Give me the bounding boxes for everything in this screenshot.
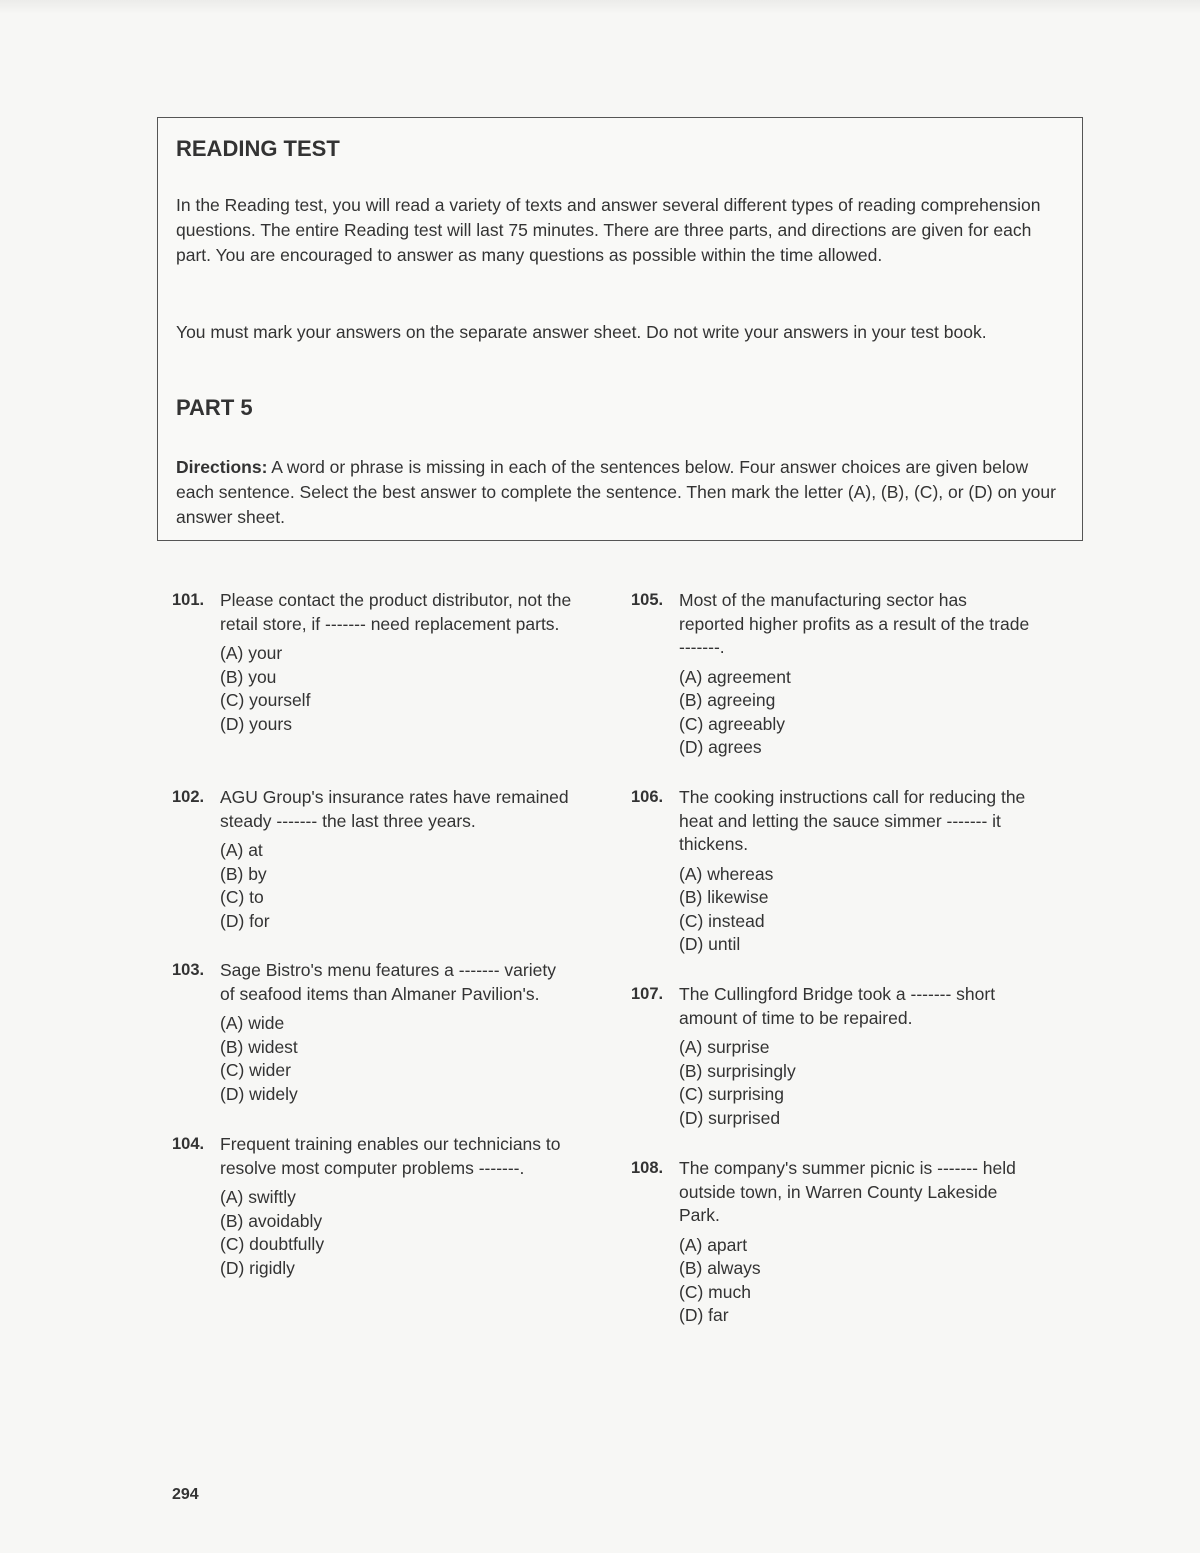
- answer-option: (B) agreeing: [679, 690, 776, 711]
- answer-option: (D) rigidly: [220, 1257, 295, 1278]
- answer-sheet-note: You must mark your answers on the separate answer sheet. Do not write your answers in your test book.: [176, 322, 987, 342]
- question-number: 107.: [631, 985, 664, 1003]
- question-102: [172, 786, 572, 933]
- answer-option: (A) at: [220, 840, 263, 860]
- answer-options: [679, 1234, 1031, 1328]
- instructions-box: [157, 117, 1083, 541]
- question-text: Sage Bistro's menu features a ------- variety of seafood items than Almaner Pavilion's.: [220, 960, 556, 1004]
- question-text: Please contact the product distributor, not the retail store, if ------- need replacement parts.: [220, 590, 572, 634]
- answer-option: (C) much: [679, 1281, 751, 1302]
- question-108: [631, 1157, 1031, 1328]
- question-text: The company's summer picnic is ------- held outside town, in Warren County Lakeside Park.: [679, 1158, 1016, 1225]
- answer-option: (C) surprising: [679, 1084, 785, 1105]
- answer-options: [220, 642, 572, 736]
- question-number: 102.: [172, 788, 205, 806]
- answer-option: (A) apart: [679, 1234, 748, 1255]
- answer-option: (C) wider: [220, 1060, 291, 1081]
- answer-option: (D) until: [679, 934, 741, 955]
- question-107: [631, 983, 1031, 1130]
- answer-option: (C) instead: [679, 910, 765, 931]
- question-text: The Cullingford Bridge took a ------- short amount of time to be repaired.: [679, 984, 996, 1028]
- answer-option: (A) agreement: [679, 666, 791, 687]
- question-106: [631, 786, 1031, 957]
- answer-option: (D) agrees: [679, 737, 762, 758]
- answer-option: (B) likewise: [679, 887, 769, 908]
- answer-option: (C) to: [220, 887, 264, 908]
- question-number: 108.: [631, 1159, 664, 1177]
- answer-option: (C) agreeably: [679, 713, 786, 734]
- question-text: AGU Group's insurance rates have remained steady ------- the last three years.: [220, 787, 569, 831]
- question-103: [172, 959, 572, 1106]
- answer-option: (C) yourself: [220, 690, 311, 711]
- question-text: The cooking instructions call for reducing the heat and letting the sauce simmer ------- it thickens.: [679, 787, 1026, 854]
- page-number: 294: [172, 1486, 199, 1503]
- answer-option: (D) yours: [220, 713, 292, 734]
- question-105: [631, 589, 1031, 760]
- part-directions: [176, 455, 1056, 530]
- answer-options: [679, 666, 1031, 760]
- question-number: 101.: [172, 591, 205, 609]
- answer-option: (B) you: [220, 666, 277, 687]
- answer-option: (A) swiftly: [220, 1187, 296, 1207]
- answer-option: (A) wide: [220, 1013, 285, 1033]
- directions-text: A word or phrase is missing in each of the sentences below. Four answer choices are given below each sentence. Select the best answer to complete the sentence. Then mark the letter (A), (B), (C), or (D) on your answer sheet.: [176, 457, 1056, 527]
- answer-option: (A) surprise: [679, 1037, 770, 1057]
- directions-label: Directions:: [176, 457, 268, 477]
- question-text: Frequent training enables our technicians to resolve most computer problems -------.: [220, 1134, 561, 1178]
- answer-options: [679, 863, 1031, 957]
- answer-option: (A) whereas: [679, 863, 774, 884]
- answer-option: (B) widest: [220, 1036, 298, 1057]
- answer-option: (D) surprised: [679, 1107, 781, 1128]
- answer-options: [220, 839, 572, 933]
- part-title: PART 5: [176, 395, 253, 420]
- answer-option: (D) for: [220, 910, 270, 931]
- answer-option: (B) avoidably: [220, 1210, 323, 1231]
- answer-option: (B) always: [679, 1258, 761, 1279]
- answer-option: (A) your: [220, 643, 283, 663]
- question-104: [172, 1133, 572, 1280]
- answer-option: (D) widely: [220, 1083, 298, 1104]
- page-edge-shadow: [0, 0, 1200, 14]
- answer-options: [679, 1036, 1031, 1130]
- question-number: 103.: [172, 961, 205, 979]
- question-number: 105.: [631, 591, 664, 609]
- answer-option: (B) surprisingly: [679, 1060, 796, 1081]
- question-101: [172, 589, 572, 736]
- answer-option: (C) doubtfully: [220, 1234, 325, 1255]
- question-number: 106.: [631, 788, 664, 806]
- question-text: Most of the manufacturing sector has reported higher profits as a result of the trade -------.: [679, 590, 1030, 657]
- answer-option: (B) by: [220, 863, 267, 884]
- answer-options: [220, 1012, 572, 1106]
- section-intro: In the Reading test, you will read a variety of texts and answer several different types of reading comprehension questions. The entire Reading test will last 75 minutes. There are three parts, and directions are given for each part. You are encouraged to answer as many questions as possible within the time allowed.: [176, 195, 1041, 265]
- section-title: READING TEST: [176, 136, 340, 161]
- question-number: 104.: [172, 1135, 205, 1153]
- answer-options: [220, 1186, 572, 1280]
- answer-option: (D) far: [679, 1305, 729, 1326]
